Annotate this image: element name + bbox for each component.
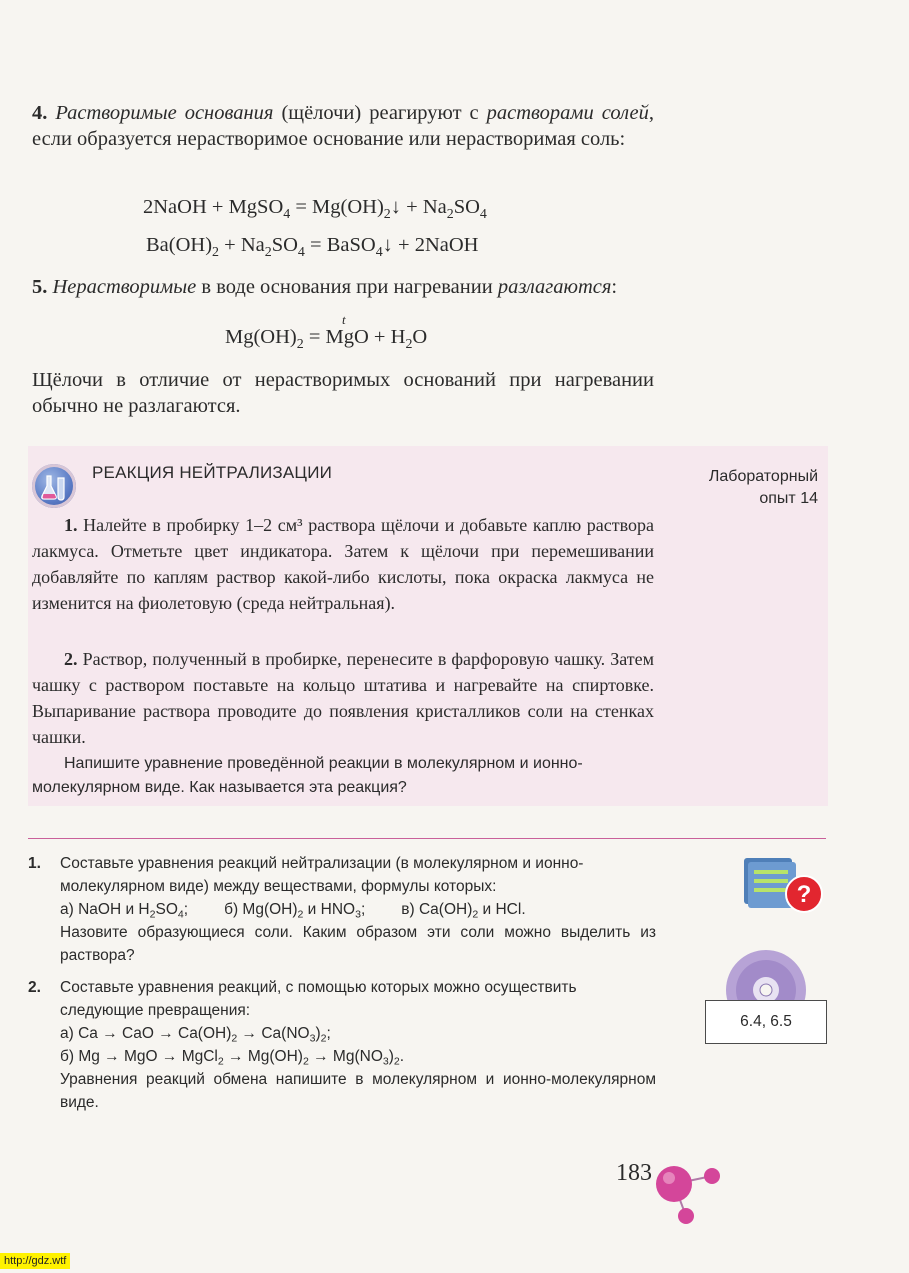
section-4-text-1: (щёлочи) реагируют с — [281, 102, 479, 124]
equation-4-2 — [146, 234, 479, 260]
molecule-decoration-icon — [650, 1156, 730, 1232]
task-1-number: 1. — [28, 855, 41, 872]
flask-icon — [32, 464, 76, 508]
task-2-tail: Уравнения реакций обмена напишите в молекулярном и ионно-молекулярном виде. — [60, 1071, 656, 1111]
question-folder-icon — [738, 852, 828, 916]
lab-step-2-number: 2. — [64, 649, 78, 669]
task-2-chain-a: а) Ca → CaO → $Ca(OH)_2 \to Ca(NO_3)_2$; — [60, 1025, 331, 1045]
equation-5-condition: t — [342, 312, 346, 327]
task-1 — [28, 852, 656, 967]
lab-question: Напишите уравнение проведённой реакции в молекулярном и ионно-молекулярном виде. Как называется эта реакция? — [32, 755, 583, 796]
task-2-chain-b: б) Mg → MgO → MgCl$_2$ → $Mg(OH)_2 \to Mg(NO_3)_2$. — [60, 1048, 405, 1068]
divider-line — [28, 838, 826, 839]
section-4-text-2: , если образуется нерастворимое основание или нерастворимая соль: — [32, 102, 655, 150]
lab-title: РЕАКЦИЯ НЕЙТРАЛИЗАЦИИ — [92, 463, 333, 482]
section-4-number: 4. — [32, 102, 48, 124]
section-5-paragraph — [32, 274, 654, 300]
task-1-tail: Назовите образующиеся соли. Каким образом эти соли можно выделить из раствора? — [60, 924, 656, 964]
watermark-link[interactable]: http://gdz.wtf — [0, 1253, 70, 1269]
equation-4-1-text: 2NaOH + MgSO$_4$ = $Mg(OH)_2↓ + Na_2SO_4$ — [143, 196, 487, 222]
lab-experiment-line-1: Лабораторный — [708, 468, 818, 485]
task-2-text: Составьте уравнения реакций, с помощью которых можно осуществить следующие превращения: — [60, 979, 577, 1019]
equation-5 — [225, 312, 428, 352]
section-4-term-1: Растворимые основания — [55, 102, 274, 124]
disc-reference-label: 6.4, 6.5 — [705, 1000, 827, 1044]
lab-experiment-line-2: опыт 14 — [759, 490, 818, 507]
section-5-text-1: в воде основания при нагревании — [201, 276, 493, 298]
task-2 — [28, 976, 656, 1114]
page-number: 183 — [616, 1160, 652, 1186]
task-1-option-a: а) NaOH и $H_2SO_4$; — [60, 901, 189, 921]
task-1-text: Составьте уравнения реакций нейтрализации (в молекулярном и ионно-молекулярном виде) между веществами, формулы которых: — [60, 855, 584, 895]
section-5-text-2: : — [611, 276, 618, 298]
equation-5-text: $Mg(OH)_2$ = MgO + $H_2O$ — [225, 326, 428, 352]
alkali-note: Щёлочи в отличие от нерастворимых оснований при нагревании обычно не разлагаются. — [32, 369, 654, 417]
task-1-options — [60, 898, 656, 921]
svg-text:?: ? — [796, 881, 812, 908]
lab-step-1-number: 1. — [64, 515, 78, 535]
equation-4-1 — [143, 196, 487, 222]
section-5-term-2: разлагаются — [497, 276, 612, 298]
section-5-term-1: Нерастворимые — [52, 276, 197, 298]
cd-disc-icon — [724, 948, 808, 1004]
lab-experiment-label — [660, 466, 818, 510]
section-5-number: 5. — [32, 276, 48, 298]
task-1-option-b: б) $Mg(OH)_2$ и $HNO_3$; — [224, 901, 366, 921]
lab-step-1-text: Налейте в пробирку 1–2 см³ раствора щёлочи и добавьте каплю раствора лакмуса. Отметьте цвет индикатора. Затем к щёлочи при перемешивании добавляйте по каплям раствор какой-либо кислоты, пока окраска лакмуса не изменится на фиолетовую (среда нейтральная). — [32, 515, 655, 613]
lab-step-2-text: Раствор, полученный в пробирке, перенесите в фарфоровую чашку. Затем чашку с раствором поставьте на кольцо штатива и нагревайте на спиртовке. Выпаривание раствора проводите до появления кристалликов соли на стенках чашки. — [32, 649, 655, 747]
task-2-number: 2. — [28, 979, 41, 996]
section-4-term-2: растворами солей — [486, 102, 649, 124]
task-1-option-c: в) $Ca(OH)_2$ и HCl. — [401, 901, 526, 921]
section-4-paragraph — [32, 100, 654, 152]
equation-4-2-text: $Ba(OH)_2 + Na_2SO_4$ = BaSO$_4$↓ + 2NaOH — [146, 234, 479, 260]
lab-step-1 — [32, 512, 654, 616]
lab-step-2 — [32, 646, 654, 750]
